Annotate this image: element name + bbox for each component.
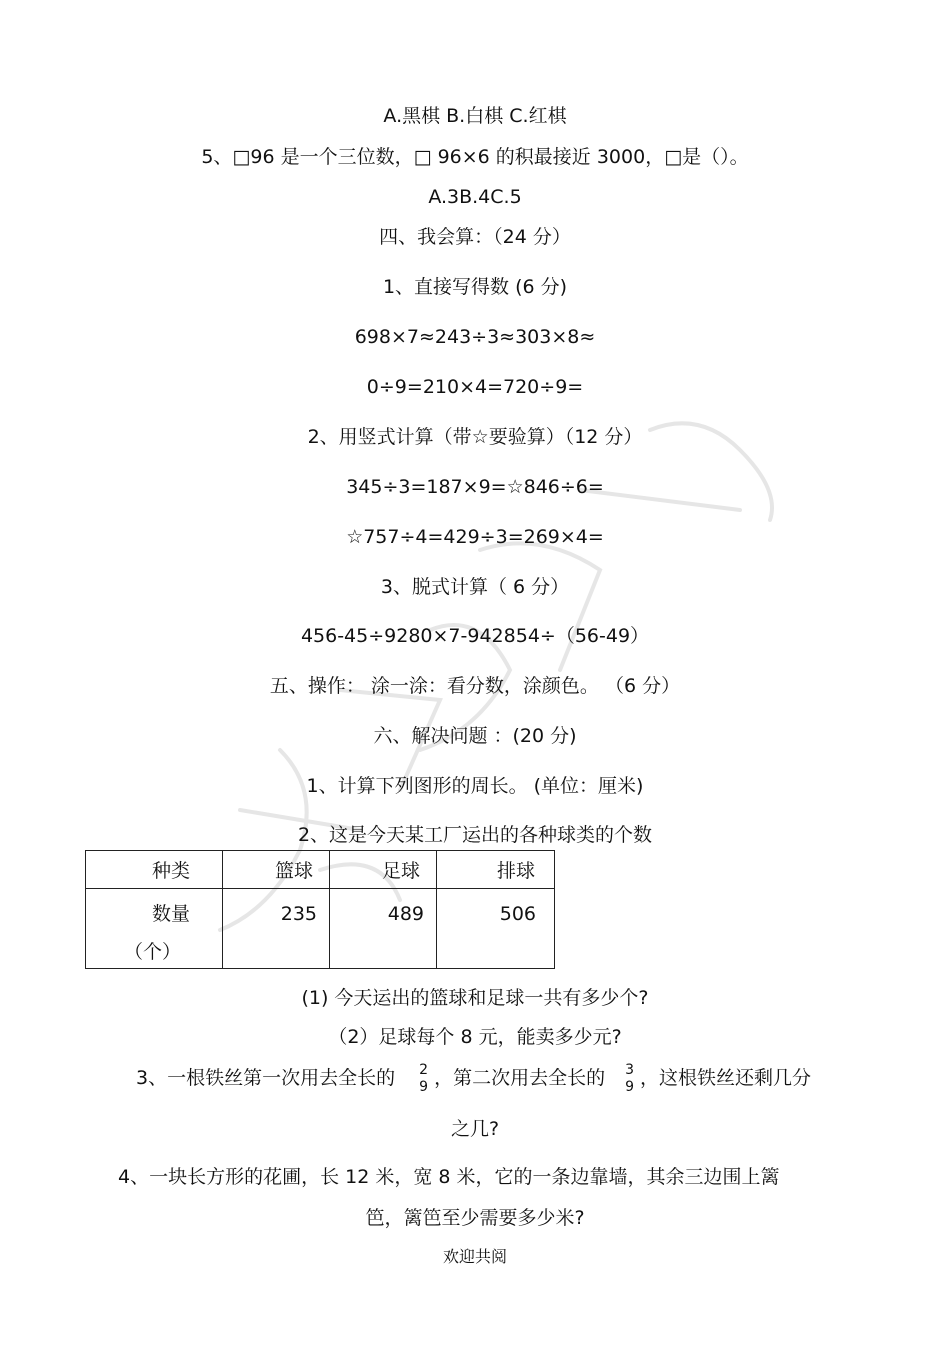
section-4-title: 四、我会算：（24 分） [379,226,571,248]
table-cell: 489 [330,889,437,969]
problem-4-line2: 笆，篱笆至少需要多少米? [365,1207,585,1229]
question-5-options: A.3B.4C.5 [428,186,522,208]
problem-3-line1: 3、一根铁丝第一次用去全长的 2 9 ，第二次用去全长的 3 9 ，这根铁丝还剩几分 [136,1061,812,1095]
table-cell: 506 [437,889,555,969]
table-row-label: 数量 （个） [86,889,223,969]
section-4-2-row2: ☆757÷4=429÷3=269×4= [346,526,604,548]
table-header-row [86,851,555,889]
section-4-3-title: 3、脱式计算（ 6 分） [380,576,570,598]
table-header-cell: 篮球 [223,851,330,889]
options-line-a: A.黑棋 B.白棋 C.红棋 [383,105,567,127]
table-header-cell: 种类 [86,851,223,889]
section-4-1-title: 1、直接写得数 (6 分) [382,276,568,298]
table-header-cell: 排球 [437,851,555,889]
table-row [86,889,555,969]
section-5-title: 五、操作： 涂一涂：看分数，涂颜色。 （6 分） [269,675,681,697]
section-4-1-row1: 698×7≈243÷3≈303×8≈ [354,326,596,348]
fraction-two-ninths: 2 9 [419,1061,429,1095]
question-5: 5、□96 是一个三位数，□ 96×6 的积最接近 3000，□是（）。 [201,146,749,168]
fraction-three-ninths: 3 9 [625,1061,635,1095]
section-4-2-row1: 345÷3=187×9=☆846÷6= [346,476,604,498]
ball-count-table [85,850,555,969]
problem-2-question-1: (1) 今天运出的篮球和足球一共有多少个? [301,987,649,1009]
problem-2: 2、这是今天某工厂运出的各种球类的个数 [297,824,653,846]
table-header-cell: 足球 [330,851,437,889]
section-4-2-title: 2、用竖式计算（带☆要验算）（12 分） [307,426,643,448]
problem-3-line2: 之几? [450,1118,500,1140]
table-cell: 235 [223,889,330,969]
problem-2-question-2: （2）足球每个 8 元，能卖多少元? [328,1026,622,1048]
section-6-title: 六、解决问题 ：(20 分) [373,725,577,747]
footer-text: 欢迎共阅 [442,1247,507,1266]
section-4-1-row2: 0÷9=210×4=720÷9= [366,376,584,398]
problem-4-line1: 4、一块长方形的花圃，长 12 米，宽 8 米，它的一条边靠墙，其余三边围上篱 [118,1166,780,1188]
problem-1: 1、计算下列图形的周长。 (单位：厘米) [306,775,644,797]
section-4-3-row: 456-45÷9280×7-942854÷（56-49） [300,625,650,647]
